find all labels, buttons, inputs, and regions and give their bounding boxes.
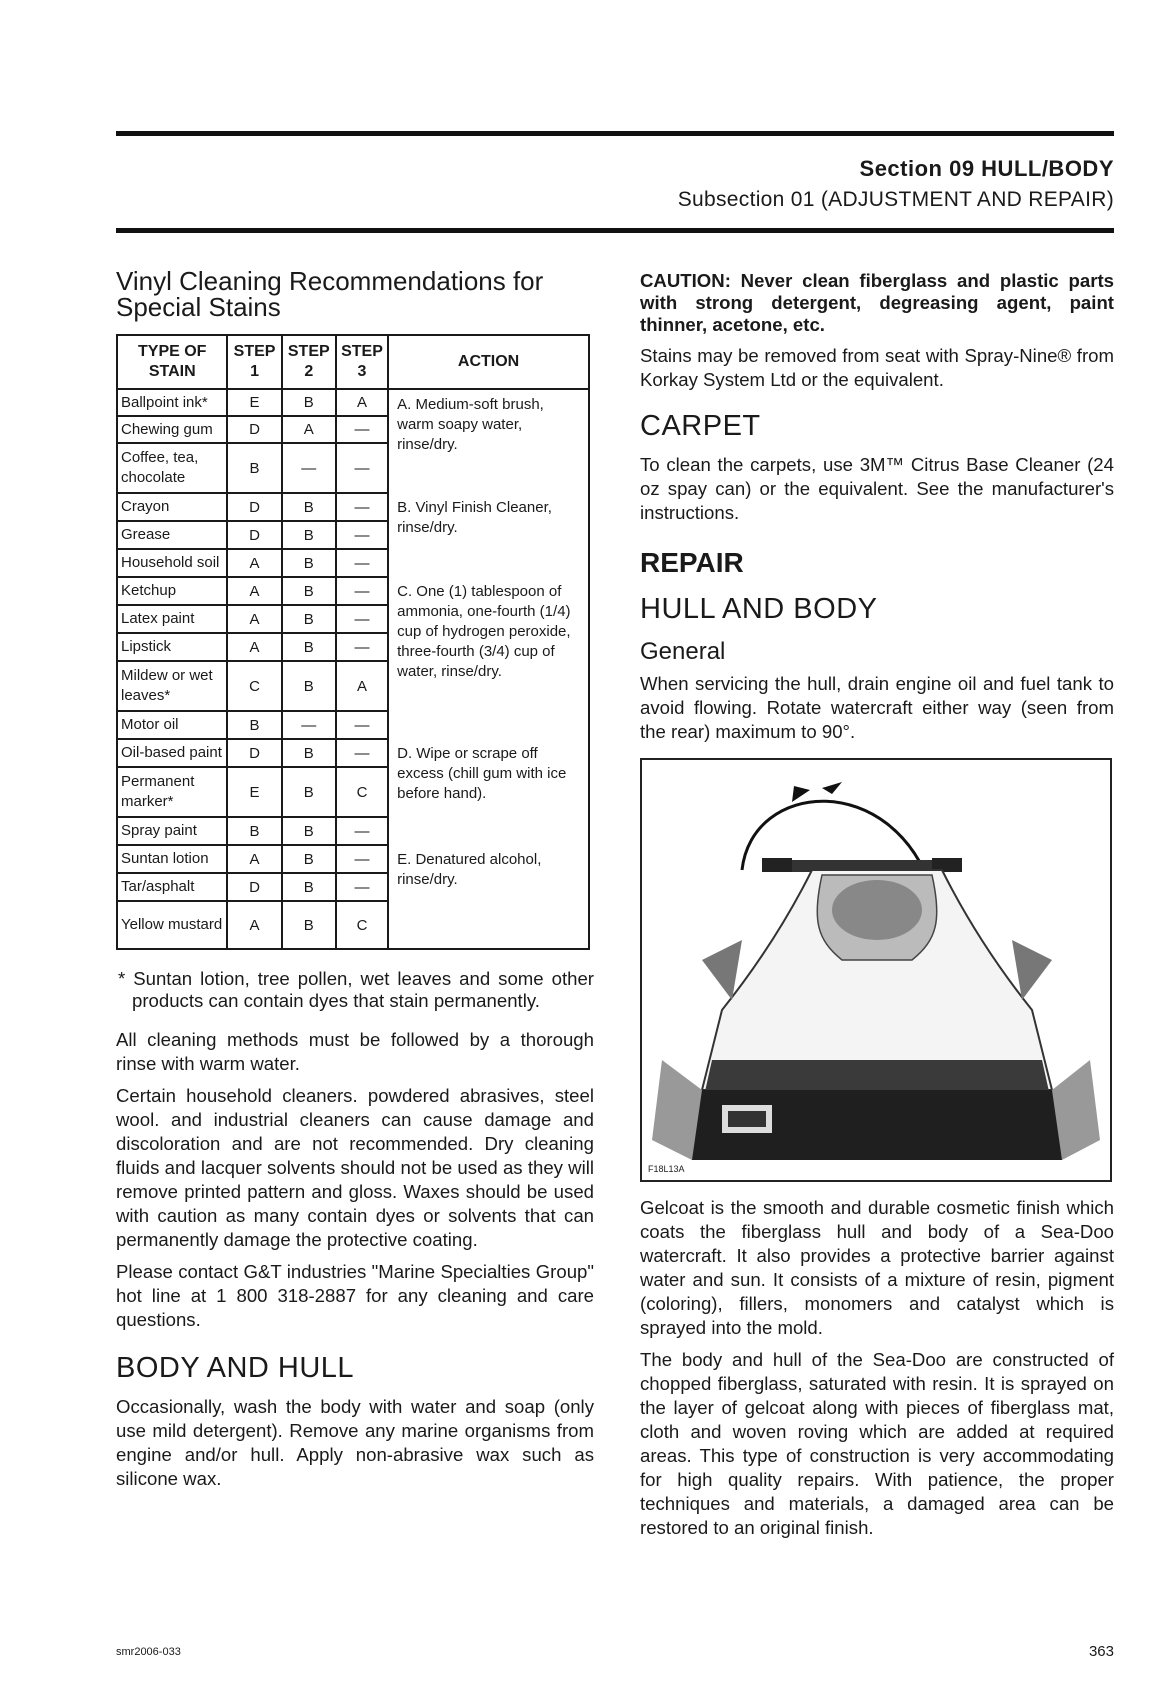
step-3: C bbox=[336, 767, 388, 817]
action-a bbox=[388, 389, 589, 493]
carpet-text: To clean the carpets, use 3M™ Citrus Base Cleaner (24 oz spay can) or the equivalent. See the manufacturer's instructions. bbox=[640, 454, 1114, 523]
stain-name: Ballpoint ink* bbox=[117, 389, 227, 416]
step-2: B bbox=[282, 605, 336, 633]
action-c-text: C. One (1) tablespoon of ammonia, one-fourth (1/4) cup of hydrogen peroxide, three-fourth (3/4) cup of water, rinse/dry. bbox=[397, 583, 571, 680]
step-3: — bbox=[336, 873, 388, 901]
step-2: B bbox=[282, 873, 336, 901]
step-2: B bbox=[282, 389, 336, 416]
table-footnote: * Suntan lotion, tree pollen, wet leaves and some other products can contain dyes that stain permanently. bbox=[118, 968, 594, 1011]
stain-name: Lipstick bbox=[117, 633, 227, 661]
stain-name: Motor oil bbox=[117, 711, 227, 739]
repair-heading: REPAIR bbox=[640, 547, 744, 578]
table-title: Vinyl Cleaning Recommendations for Special Stains bbox=[116, 266, 544, 322]
step-1: E bbox=[227, 767, 281, 817]
action-d bbox=[388, 739, 589, 817]
step-2: B bbox=[282, 577, 336, 605]
step-2: B bbox=[282, 845, 336, 873]
action-e-text: E. Denatured alcohol, rinse/dry. bbox=[397, 851, 542, 888]
stain-name: Spray paint bbox=[117, 817, 227, 845]
stain-name: Ketchup bbox=[117, 577, 227, 605]
action-b-text: B. Vinyl Finish Cleaner, rinse/dry. bbox=[397, 499, 552, 536]
body-and-hull-heading: BODY AND HULL bbox=[116, 1352, 355, 1384]
watercraft-illustration bbox=[642, 760, 1110, 1180]
table-row bbox=[117, 817, 589, 845]
step-2: B bbox=[282, 817, 336, 845]
step-2: B bbox=[282, 739, 336, 767]
stains-paragraph: Stains may be removed from seat with Spray-Nine® from Korkay System Ltd or the equivalent. bbox=[640, 345, 1114, 390]
step-2: — bbox=[282, 711, 336, 739]
table-row bbox=[117, 577, 589, 605]
right-column bbox=[640, 270, 1114, 1540]
stain-name: Coffee, tea, chocolate bbox=[117, 443, 227, 493]
step-2: — bbox=[282, 443, 336, 493]
step-3: — bbox=[336, 549, 388, 577]
step-2: B bbox=[282, 521, 336, 549]
step-1: D bbox=[227, 493, 281, 521]
step-2: A bbox=[282, 416, 336, 443]
action-e bbox=[388, 845, 589, 949]
table-row bbox=[117, 389, 589, 416]
step-1: A bbox=[227, 605, 281, 633]
step-2: B bbox=[282, 633, 336, 661]
table-row bbox=[117, 845, 589, 873]
step-2: B bbox=[282, 549, 336, 577]
watercraft-figure bbox=[640, 758, 1112, 1182]
col-header-type: TYPE OF STAIN bbox=[117, 335, 227, 389]
step-1: B bbox=[227, 711, 281, 739]
stain-name: Permanent marker* bbox=[117, 767, 227, 817]
doc-code: smr2006-033 bbox=[116, 1646, 181, 1658]
action-spacer bbox=[388, 817, 589, 845]
action-a-text: A. Medium-soft brush, warm soapy water, rinse/dry. bbox=[397, 396, 544, 453]
step-1: C bbox=[227, 661, 281, 711]
step-1: D bbox=[227, 521, 281, 549]
hull-and-body-heading: HULL AND BODY bbox=[640, 593, 878, 625]
step-1: A bbox=[227, 549, 281, 577]
step-3: — bbox=[336, 577, 388, 605]
cleaners-paragraph: Certain household cleaners. powdered abrasives, steel wool. and industrial cleaners can cause damage and discoloration and are not recommended. Dry cleaning fluids and lacquer solvents should not be used as they will remove printed pattern and gloss. Waxes should be used with caution as many contain dyes or solvents that can permanently damage the protective coating. bbox=[116, 1085, 594, 1250]
step-3: C bbox=[336, 901, 388, 949]
step-3: — bbox=[336, 711, 388, 739]
caution-paragraph bbox=[640, 270, 1114, 336]
step-1: B bbox=[227, 443, 281, 493]
step-1: D bbox=[227, 873, 281, 901]
step-1: B bbox=[227, 817, 281, 845]
step-3: — bbox=[336, 605, 388, 633]
stain-name: Crayon bbox=[117, 493, 227, 521]
step-3: A bbox=[336, 661, 388, 711]
step-3: — bbox=[336, 443, 388, 493]
step-3: A bbox=[336, 389, 388, 416]
step-2: B bbox=[282, 661, 336, 711]
table-row bbox=[117, 739, 589, 767]
step-3: — bbox=[336, 739, 388, 767]
stain-name: Household soil bbox=[117, 549, 227, 577]
step-3: — bbox=[336, 633, 388, 661]
subsection-title: Subsection 01 (ADJUSTMENT AND REPAIR) bbox=[677, 188, 1114, 211]
step-3: — bbox=[336, 493, 388, 521]
action-c bbox=[388, 577, 589, 739]
caution-text: Never clean fiberglass and plastic parts with strong detergent, degreasing agent, paint thinner, acetone, etc. bbox=[640, 270, 1114, 335]
stain-name: Mildew or wet leaves* bbox=[117, 661, 227, 711]
stain-name: Oil-based paint bbox=[117, 739, 227, 767]
step-2: B bbox=[282, 767, 336, 817]
step-2: B bbox=[282, 493, 336, 521]
stain-name: Suntan lotion bbox=[117, 845, 227, 873]
step-3: — bbox=[336, 817, 388, 845]
action-b bbox=[388, 493, 589, 577]
step-1: A bbox=[227, 633, 281, 661]
top-rule bbox=[116, 131, 1114, 136]
stain-name: Yellow mustard bbox=[117, 901, 227, 949]
step-1: A bbox=[227, 577, 281, 605]
col-header-step1: STEP 1 bbox=[227, 335, 281, 389]
body-and-hull-text: Occasionally, wash the body with water and soap (only use mild detergent). Remove any marine organisms from engine and/or hull. Apply non-abrasive wax such as silicone wax. bbox=[116, 1396, 594, 1489]
carpet-heading: CARPET bbox=[640, 410, 761, 442]
step-2: B bbox=[282, 901, 336, 949]
gelcoat-paragraph: Gelcoat is the smooth and durable cosmetic finish which coats the fiberglass hull and body of a Sea-Doo watercraft. It also provides a protective barrier against water and sun. It consists of a mixture of resin, pigment (coloring), fillers, monomers and catalyst which is sprayed into the mold. bbox=[640, 1197, 1114, 1338]
step-1: A bbox=[227, 901, 281, 949]
construction-paragraph: The body and hull of the Sea-Doo are constructed of chopped fiberglass, saturated with resin. It is sprayed on the layer of gelcoat along with pieces of fiberglass mat, cloth and woven roving which are added at required areas. This type of construction is very accommodating for high quality repairs. With patience, the proper techniques and materials, a damaged area can be restored to an original finish. bbox=[640, 1349, 1114, 1538]
step-3: — bbox=[336, 416, 388, 443]
stain-name: Chewing gum bbox=[117, 416, 227, 443]
step-3: — bbox=[336, 845, 388, 873]
table-header-row bbox=[117, 335, 589, 389]
col-header-step2: STEP 2 bbox=[282, 335, 336, 389]
stain-name: Tar/asphalt bbox=[117, 873, 227, 901]
general-text: When servicing the hull, drain engine oil and fuel tank to avoid flowing. Rotate watercraft either way (seen from the rear) maximum to 90°. bbox=[640, 673, 1114, 742]
caution-label: CAUTION: bbox=[640, 270, 731, 291]
table-row bbox=[117, 493, 589, 521]
general-heading: General bbox=[640, 638, 726, 665]
rinse-paragraph: All cleaning methods must be followed by a thorough rinse with warm water. bbox=[116, 1029, 594, 1074]
contact-paragraph: Please contact G&T industries "Marine Specialties Group" hot line at 1 800 318-2887 for any cleaning and care questions. bbox=[116, 1261, 594, 1330]
col-header-step3: STEP 3 bbox=[336, 335, 388, 389]
stain-table bbox=[116, 334, 590, 950]
header-rule bbox=[116, 228, 1114, 233]
step-1: E bbox=[227, 389, 281, 416]
section-title: Section 09 HULL/BODY bbox=[859, 156, 1114, 181]
step-3: — bbox=[336, 521, 388, 549]
col-header-action: ACTION bbox=[388, 335, 589, 389]
step-1: D bbox=[227, 416, 281, 443]
left-column bbox=[116, 268, 594, 1491]
figure-code: F18L13A bbox=[648, 1164, 685, 1174]
page-number: 363 bbox=[1088, 1643, 1114, 1660]
action-d-text: D. Wipe or scrape off excess (chill gum with ice before hand). bbox=[397, 745, 567, 802]
stain-name: Latex paint bbox=[117, 605, 227, 633]
step-1: D bbox=[227, 739, 281, 767]
step-1: A bbox=[227, 845, 281, 873]
stain-name: Grease bbox=[117, 521, 227, 549]
